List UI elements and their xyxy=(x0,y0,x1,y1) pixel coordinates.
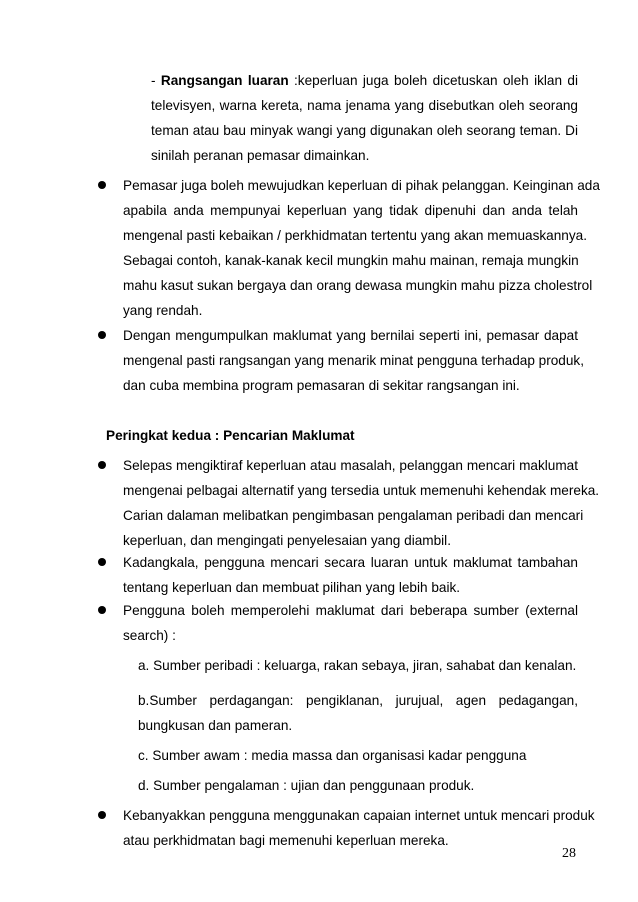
bullet-a2-line-1: Dengan mengumpulkan maklumat yang bernilai seperti ini, pemasar dapat xyxy=(123,328,578,343)
bullet-a1-line-2: apabila anda mempunyai keperluan yang tidak dipenuhi dan anda telah xyxy=(123,203,578,218)
source-c: c. Sumber awam : media massa dan organisasi kadar pengguna xyxy=(138,748,527,763)
bullet-a1-line-4: Sebagai contoh, kanak-kanak kecil mungkin mahu mainan, remaja mungkin xyxy=(123,253,579,268)
page-number: 28 xyxy=(562,846,576,861)
intro-line-4: sinilah peranan pemasar dimainkan. xyxy=(151,148,370,163)
bullet-b3-line-2: search) : xyxy=(123,628,176,643)
bullet-b1-line-4: keperluan, dan mengingati penyelesaian yang diambil. xyxy=(123,533,451,548)
bullet-icon xyxy=(98,331,106,339)
bullet-c1-line-2: atau perkhidmatan bagi memenuhi keperluan mereka. xyxy=(123,833,449,848)
bullet-a2-line-3: dan cuba membina program pemasaran di sekitar rangsangan ini. xyxy=(123,378,520,393)
intro-term: Rangsangan luaran xyxy=(160,73,289,88)
source-a: a. Sumber peribadi : keluarga, rakan sebaya, jiran, sahabat dan kenalan. xyxy=(138,658,577,673)
bullet-c1-line-1: Kebanyakkan pengguna menggunakan capaian internet untuk mencari produk xyxy=(123,808,595,823)
bullet-b1-line-1: Selepas mengiktiraf keperluan atau masalah, pelanggan mencari maklumat xyxy=(123,458,578,473)
bullet-icon xyxy=(98,558,106,566)
bullet-icon xyxy=(98,461,106,469)
bullet-a1-line-6: yang rendah. xyxy=(123,303,203,318)
bullet-icon xyxy=(98,606,106,614)
source-b-line-2: bungkusan dan pameran. xyxy=(138,718,293,733)
intro-dash: - xyxy=(151,73,161,88)
bullet-a1-line-1: Pemasar juga boleh mewujudkan keperluan di pihak pelanggan. Keinginan ada xyxy=(123,178,600,193)
source-b-line-1: b.Sumber perdagangan: pengiklanan, jurujual, agen pedagangan, xyxy=(138,693,578,708)
bullet-a2-line-2: mengenal pasti rangsangan yang menarik minat pengguna terhadap produk, xyxy=(123,353,584,368)
intro-line-3: teman atau bau minyak wangi yang digunakan oleh seorang teman. Di xyxy=(151,123,578,138)
bullet-b3-line-1: Pengguna boleh memperolehi maklumat dari beberapa sumber (external xyxy=(123,603,578,618)
bullet-b2-line-1: Kadangkala, pengguna mencari secara luaran untuk maklumat tambahan xyxy=(123,555,578,570)
bullet-b1-line-3: Carian dalaman melibatkan pengimbasan pengalaman peribadi dan mencari xyxy=(123,508,584,523)
bullet-b2-line-2: tentang keperluan dan membuat pilihan yang lebih baik. xyxy=(123,580,461,595)
source-d: d. Sumber pengalaman : ujian dan penggunaan produk. xyxy=(138,778,475,793)
intro-line-1 xyxy=(151,68,578,93)
bullet-b1-line-2: mengenai pelbagai alternatif yang tersedia untuk memenuhi kehendak mereka. xyxy=(123,483,600,498)
bullet-icon xyxy=(98,181,106,189)
bullet-icon xyxy=(98,811,106,819)
section-heading: Peringkat kedua : Pencarian Maklumat xyxy=(106,428,355,443)
bullet-a1-line-3: mengenal pasti kebaikan / perkhidmatan tertentu yang akan memuaskannya. xyxy=(123,228,587,243)
intro-line-2: televisyen, warna kereta, nama jenama yang disebutkan oleh seorang xyxy=(151,98,578,113)
intro-line-1-rest: :keperluan juga boleh dicetuskan oleh iklan di xyxy=(288,73,578,88)
bullet-a1-line-5: mahu kasut sukan bergaya dan orang dewasa mungkin mahu pizza cholestrol xyxy=(123,278,593,293)
